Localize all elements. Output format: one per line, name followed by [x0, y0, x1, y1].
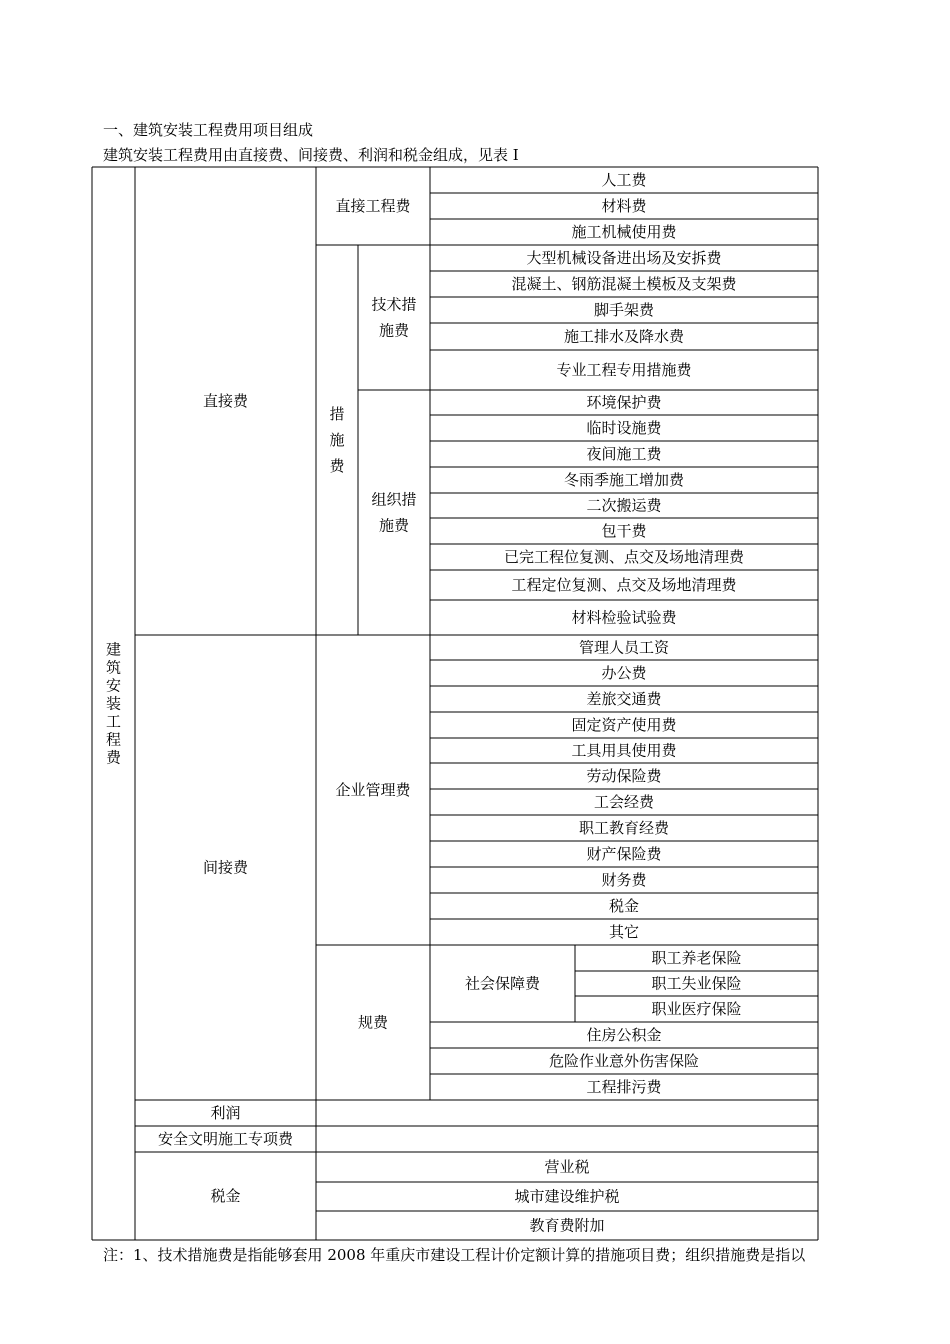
social-security-item: 职工养老保险: [651, 949, 742, 967]
organizational-item: 包干费: [601, 522, 647, 540]
social-security-item: 职工失业保险: [651, 974, 742, 993]
management-fee-label: 企业管理费: [335, 781, 411, 799]
footnote: 注：1、技术措施费是指能够套用 2008 年重庆市建设工程计价定额计算的措施项目费；组织措施费是指以: [103, 1246, 806, 1264]
technical-item: 脚手架费: [593, 301, 655, 319]
direct-engineering-label: 直接工程费: [335, 197, 411, 215]
tax-label: 税金: [210, 1187, 241, 1205]
management-item: 差旅交通费: [586, 690, 662, 708]
root-label: 建筑安装工程费: [105, 640, 122, 767]
measures-label: 措施费: [329, 405, 345, 475]
intro-text: 建筑安装工程费用由直接费、间接费、利润和税金组成，见表 I: [103, 146, 519, 164]
management-item: 财务费: [601, 871, 647, 889]
technical-item: 混凝土、钢筋混凝土模板及支架费: [511, 275, 737, 293]
tax-item: 教育费附加: [529, 1216, 605, 1235]
tax-item: 营业税: [544, 1158, 590, 1176]
statutory-fees-label: 规费: [357, 1013, 389, 1032]
organizational-measures-label: 组织措施费: [371, 490, 417, 535]
technical-measures-label: 技术措施费: [371, 295, 417, 340]
management-item: 职工教育经费: [578, 819, 670, 837]
statutory-fee-item: 工程排污费: [586, 1078, 662, 1096]
social-security-label: 社会保障费: [464, 974, 541, 993]
technical-item: 施工排水及降水费: [563, 327, 685, 346]
management-item: 劳动保险费: [586, 767, 662, 785]
organizational-item: 冬雨季施工增加费: [563, 471, 685, 489]
technical-item: 专业工程专用措施费: [556, 361, 692, 379]
statutory-fee-item: 危险作业意外伤害保险: [548, 1052, 700, 1070]
management-item: 办公费: [601, 664, 647, 682]
organizational-item: 材料检验试验费: [571, 608, 677, 627]
organizational-item: 二次搬运费: [586, 496, 662, 515]
organizational-item: 环境保护费: [586, 393, 662, 412]
management-item: 财产保险费: [586, 845, 662, 863]
profit-label: 利润: [210, 1104, 241, 1122]
management-item: 其它: [608, 923, 640, 941]
management-item: 税金: [608, 897, 640, 915]
management-item: 工具用具使用费: [571, 741, 677, 760]
organizational-item: 临时设施费: [586, 419, 662, 437]
management-item: 管理人员工资: [578, 638, 670, 657]
organizational-item: 已完工程位复测、点交及场地清理费: [503, 548, 745, 566]
management-item: 固定资产使用费: [571, 716, 677, 734]
direct-cost-label: 直接费: [202, 392, 249, 410]
social-security-item: 职业医疗保险: [651, 1000, 742, 1018]
engineering-item: 材料费: [601, 197, 647, 215]
statutory-fee-item: 住房公积金: [586, 1026, 662, 1044]
organizational-item: 夜间施工费: [586, 445, 662, 463]
technical-item: 大型机械设备进出场及安拆费: [526, 249, 722, 267]
engineering-item: 施工机械使用费: [571, 223, 677, 241]
organizational-item: 工程定位复测、点交及场地清理费: [511, 576, 737, 594]
engineering-item: 人工费: [601, 171, 647, 189]
safety-fee-label: 安全文明施工专项费: [157, 1130, 294, 1148]
tax-item: 城市建设维护税: [514, 1187, 620, 1206]
section-heading: 一、建筑安装工程费用项目组成: [103, 121, 314, 139]
management-item: 工会经费: [593, 793, 655, 811]
indirect-cost-label: 间接费: [202, 858, 249, 877]
